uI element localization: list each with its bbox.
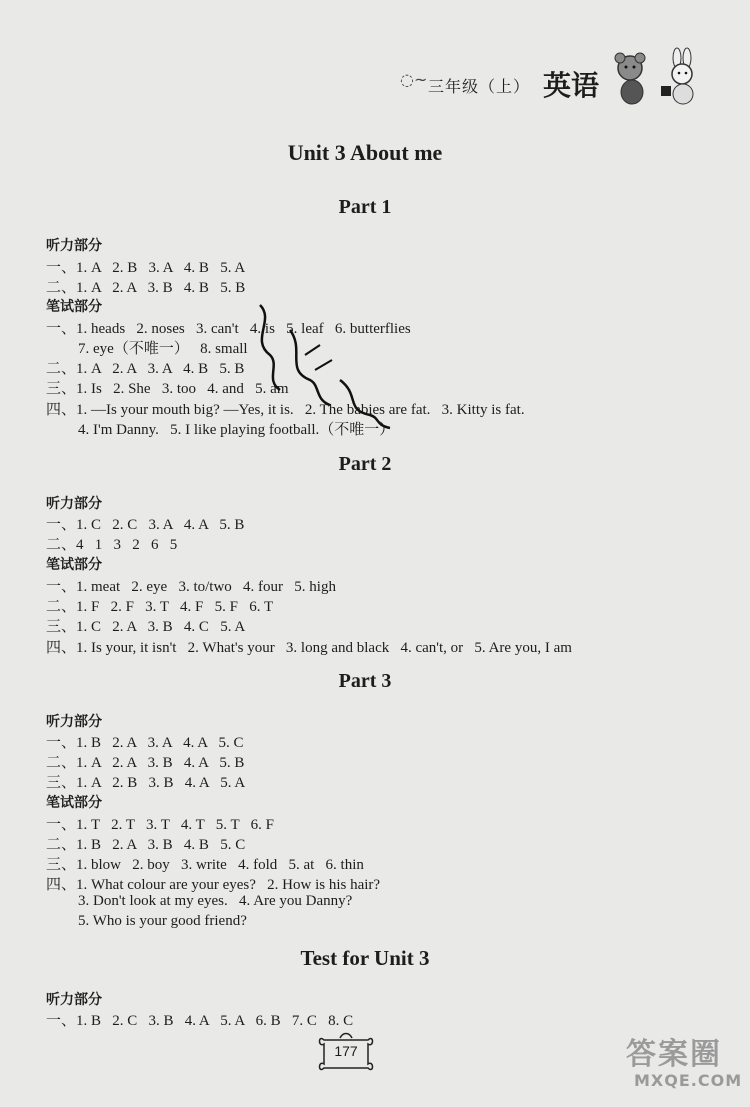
part3-writing-line-4c: 5. Who is your good friend? — [78, 913, 247, 929]
part2-heading: Part 2 — [338, 453, 392, 475]
part2-writing-line-1: 一、1. meat 2. eye 3. to/two 4. four 5. high — [46, 579, 336, 595]
part3-writing-line-2: 二、1. B 2. A 3. B 4. B 5. C — [46, 837, 246, 853]
page-number-badge — [316, 1030, 376, 1076]
watermark-text: 答案圈 — [626, 1037, 722, 1072]
part1-writing-line-4b: 4. I'm Danny. 5. I like playing football.（不唯一） — [78, 422, 395, 438]
page-number: 177 — [334, 1043, 358, 1059]
test-heading: Test for Unit 3 — [300, 946, 430, 970]
part3-writing-line-4b: 3. Don't look at my eyes. 4. Are you Danny? — [78, 893, 353, 909]
subject-label: 英语 — [543, 69, 600, 102]
part2-writing-line-3: 三、1. C 2. A 3. B 4. C 5. A — [46, 619, 246, 635]
watermark-url: MXQE.COM — [634, 1071, 743, 1090]
test-listening-label: 听力部分 — [46, 992, 102, 1008]
part2-listening-line-2: 二、4 1 3 2 6 5 — [46, 537, 178, 553]
grade-label: 三年级（上） — [428, 77, 531, 96]
part1-listening-line-2: 二、1. A 2. A 3. B 4. B 5. B — [46, 280, 246, 296]
page-header — [400, 62, 730, 106]
part1-writing-line-2: 二、1. A 2. A 3. A 4. B 5. B — [46, 361, 245, 377]
part2-writing-label: 笔试部分 — [46, 557, 102, 573]
part3-writing-line-4: 四、1. What colour are your eyes? 2. How is his hair? — [46, 877, 381, 893]
part2-listening-label: 听力部分 — [46, 496, 102, 512]
part3-listening-line-1: 一、1. B 2. A 3. A 4. A 5. C — [46, 735, 244, 751]
part3-listening-line-2: 二、1. A 2. A 3. B 4. A 5. B — [46, 755, 245, 771]
part3-writing-line-3: 三、1. blow 2. boy 3. write 4. fold 5. at 6. thin — [46, 857, 364, 873]
part1-heading: Part 1 — [338, 196, 392, 218]
watermark — [618, 1027, 743, 1097]
part1-listening-line-1: 一、1. A 2. B 3. A 4. B 5. A — [46, 260, 246, 276]
part2-listening-line-1: 一、1. C 2. C 3. A 4. A 5. B — [46, 517, 245, 533]
part3-heading: Part 3 — [338, 670, 392, 692]
part1-writing-line-3: 三、1. Is 2. She 3. too 4. and 5. am — [46, 381, 289, 397]
test-listening-line-1: 一、1. B 2. C 3. B 4. A 5. A 6. B 7. C 8. C — [46, 1013, 354, 1029]
part1-writing-label: 笔试部分 — [46, 299, 102, 315]
part3-writing-line-1: 一、1. T 2. T 3. T 4. T 5. T 6. F — [46, 817, 274, 833]
part1-writing-line-1: 一、1. heads 2. noses 3. can't 4. is 5. leaf 6. butterflies — [46, 321, 411, 337]
handwritten-scribble — [220, 300, 400, 430]
unit-title: Unit 3 About me — [287, 140, 443, 165]
part2-writing-line-4: 四、1. Is your, it isn't 2. What's your 3. long and black 4. can't, or 5. Are you, I am — [46, 640, 572, 656]
part3-listening-line-3: 三、1. A 2. B 3. B 4. A 5. A — [46, 775, 246, 791]
part1-writing-line-4: 四、1. —Is your mouth big? —Yes, it is. 2. The babies are fat. 3. Kitty is fat. — [46, 402, 525, 418]
part1-listening-label: 听力部分 — [46, 238, 102, 254]
part1-writing-line-1b: 7. eye（不唯一） 8. small — [78, 341, 248, 357]
swirl-icon: ◌~ — [400, 70, 428, 89]
bears-illustration — [605, 46, 715, 106]
part3-writing-label: 笔试部分 — [46, 795, 102, 811]
part3-listening-label: 听力部分 — [46, 714, 102, 730]
part2-writing-line-2: 二、1. F 2. F 3. T 4. F 5. F 6. T — [46, 599, 274, 615]
